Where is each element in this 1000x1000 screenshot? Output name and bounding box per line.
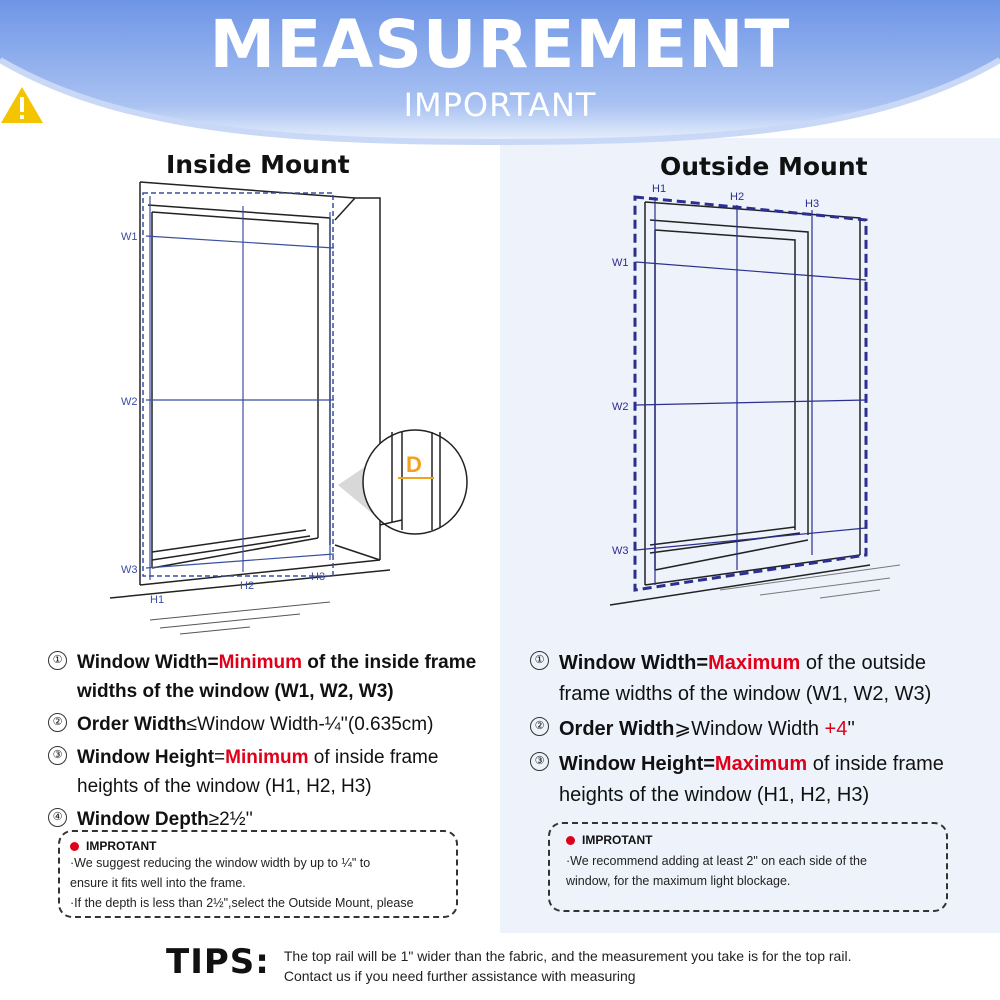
step-number: ④ [48,808,67,827]
note-heading: IMPROTANT [582,833,653,847]
inside-h1-label: H1 [150,594,165,606]
step-highlight: Minimum [218,652,302,673]
outside-h1-label: H1 [652,183,667,195]
step-text: of inside frame heights of the window (H1, H2, H3) [559,753,944,806]
outside-w3-label: W3 [612,545,629,557]
note-line: ·If the depth is less than 2½",select the Outside Mount, please [70,896,414,910]
outside-w1-label: W1 [612,257,629,269]
step-number: ② [530,717,549,736]
step-text: = [214,747,226,768]
step-text: Window Depth [77,809,209,830]
step-number: ① [530,651,549,670]
inside-step-3 [48,743,488,801]
step-text: Window Width= [559,652,709,674]
step-text: of the outside frame widths of the window (W1, W2, W3) [559,652,932,705]
important-label: IMPORTANT [403,86,597,124]
outside-h2-label: H2 [730,191,745,203]
step-text: ≤Window Width-¼''(0.635cm) [186,714,434,735]
note-line: ·We suggest reducing the window width by up to ¼" to [70,856,371,870]
bullet-dot [566,836,575,845]
inside-step-2 [48,710,488,739]
inside-h3-label: H3 [311,571,326,583]
step-text: ≥2½'' [208,809,253,830]
note-line: ensure it fits well into the frame. [70,876,246,890]
inside-mount-steps [48,648,488,838]
step-text: Order Width [77,714,187,735]
tips-section [166,942,851,986]
page-title: MEASUREMENT [209,6,791,83]
outside-w2-label: W2 [612,401,629,413]
step-text: '' [847,718,855,740]
step-text: Window Height= [559,753,715,775]
tips-line: The top rail will be 1" wider than the fabric, and the measurement you take is for the top rail. [283,948,852,964]
step-highlight: +4 [824,718,848,740]
step-text: Window Width= [77,652,219,673]
step-number: ① [48,651,67,670]
outside-note-box [548,822,948,912]
inside-w1-label: W1 [121,231,138,243]
outside-step-2 [530,714,980,745]
step-number: ③ [530,752,549,771]
inside-h2-label: H2 [240,580,255,592]
step-number: ② [48,713,67,732]
outside-step-3 [530,749,980,811]
step-highlight: Maximum [708,652,801,674]
step-text: Order Width [559,718,675,740]
bullet-dot [70,842,79,851]
inside-note-box [58,830,458,918]
inside-w3-label: W3 [121,564,138,576]
outside-step-1 [530,648,980,710]
outside-mount-steps [530,648,980,815]
depth-label: D [406,452,422,477]
tips-line: Contact us if you need further assistance with measuring [283,968,636,984]
tips-label: TIPS: [166,942,270,982]
note-line: window, for the maximum light blockage. [566,874,791,888]
inside-step-1 [48,648,488,706]
step-text: of inside frame heights of the window (H1, H2, H3) [77,747,439,797]
inside-w2-label: W2 [121,396,138,408]
note-heading: IMPROTANT [86,839,157,853]
outside-mount-title: Outside Mount [660,152,868,181]
step-text: Window Height [77,747,215,768]
step-highlight: Minimum [225,747,309,768]
note-line: ·We recommend adding at least 2" on each side of the [566,854,867,868]
step-number: ③ [48,746,67,765]
inside-mount-title: Inside Mount [166,150,350,179]
outside-h3-label: H3 [805,198,820,210]
step-text: ⩾Window Width [674,718,825,740]
step-highlight: Maximum [714,753,808,775]
step-text: of the inside frame widths of the window (W1, W2, W3) [77,652,477,702]
